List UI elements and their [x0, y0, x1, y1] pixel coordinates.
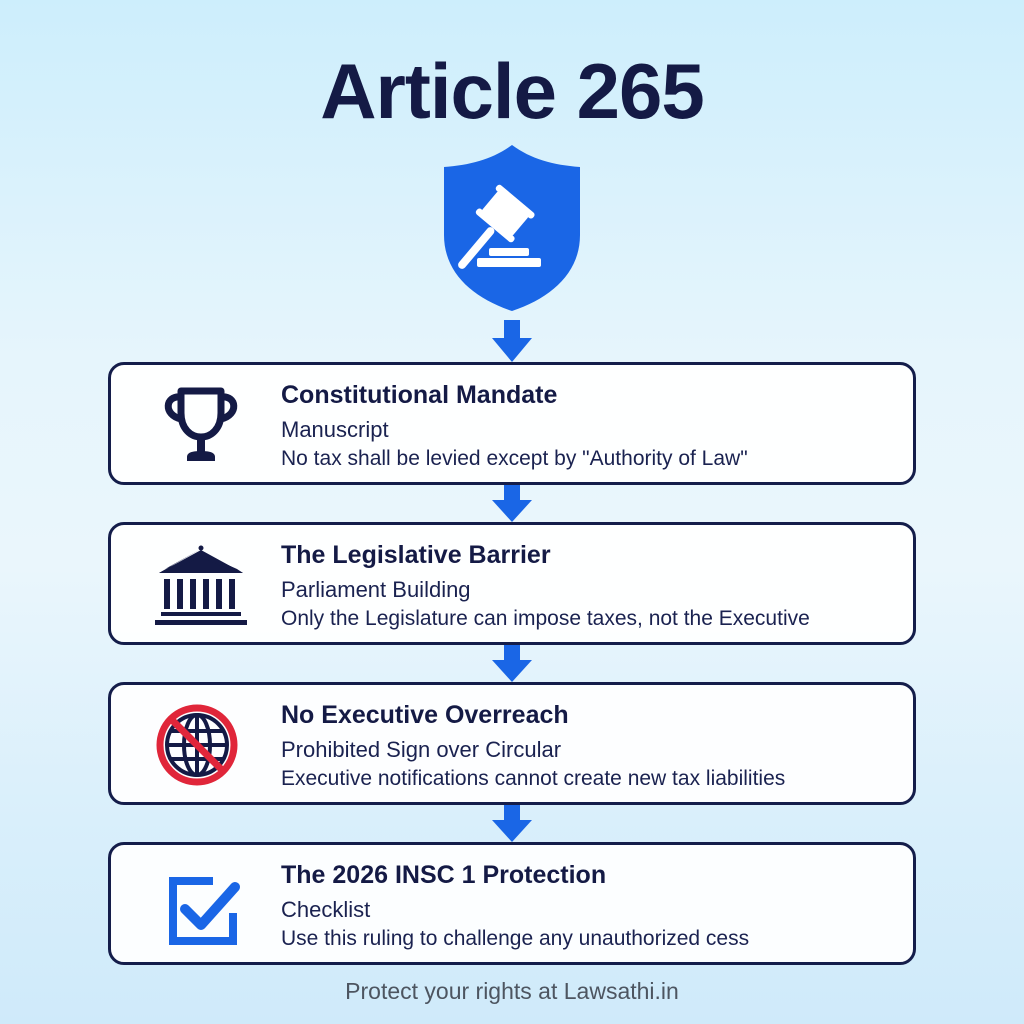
checkbox-icon [151, 863, 251, 947]
step-heading: Constitutional Mandate [281, 381, 558, 409]
step-heading: No Executive Overreach [281, 701, 569, 729]
shield-gavel-icon [441, 143, 583, 313]
step-description: No tax shall be levied except by "Authority of Law" [281, 447, 748, 470]
step-heading: The Legislative Barrier [281, 541, 551, 569]
page-title: Article 265 [320, 47, 704, 135]
step-description: Use this ruling to challenge any unauthorized cess [281, 927, 750, 950]
step-description: Executive notifications cannot create new tax liabilities [281, 767, 786, 790]
trophy-icon [151, 383, 251, 467]
step-card-no-executive-overreach [108, 682, 916, 805]
prohibited-globe-icon [151, 703, 251, 787]
step-subtitle: Manuscript [281, 417, 389, 442]
step-description: Only the Legislature can impose taxes, not the Executive [281, 607, 810, 630]
step-subtitle: Checklist [281, 897, 371, 922]
parliament-building-icon [151, 543, 251, 627]
arrow-down-icon [490, 482, 534, 526]
step-subtitle: Prohibited Sign over Circular [281, 737, 562, 762]
step-card-legislative-barrier [108, 522, 916, 645]
step-heading: The 2026 INSC 1 Protection [281, 861, 607, 889]
arrow-down-icon [490, 642, 534, 686]
step-card-constitutional-mandate [108, 362, 916, 485]
step-card-insc-protection [108, 842, 916, 965]
arrow-down-icon [490, 320, 534, 364]
step-subtitle: Parliament Building [281, 577, 471, 602]
arrow-down-icon [490, 802, 534, 846]
footer-tagline: Protect your rights at Lawsathi.in [345, 978, 679, 1004]
